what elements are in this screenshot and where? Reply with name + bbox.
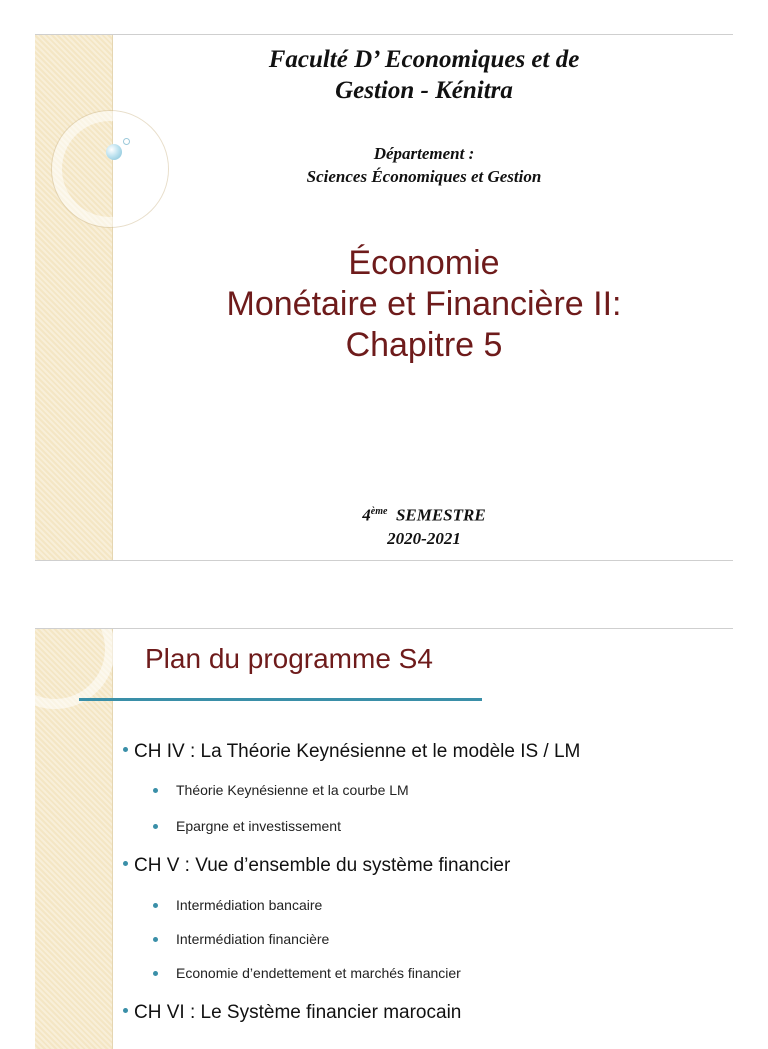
department-label: Département : [373, 144, 475, 163]
subtopic-label: Economie d’endettement et marchés financier [176, 965, 461, 981]
subtopic-label: Intermédiation financière [176, 931, 330, 947]
semester-block [115, 500, 733, 550]
bullet-icon [123, 1008, 128, 1013]
subtopic-item [153, 931, 329, 947]
chapter-item [123, 1002, 461, 1024]
subtopic-label: Théorie Keynésienne et la courbe LM [176, 782, 409, 798]
semester-word: SEMESTRE [395, 505, 486, 525]
department-name: Sciences Économiques et Gestion [306, 167, 542, 186]
title-underline [79, 698, 482, 701]
course-title-line-1: Économie [348, 244, 500, 282]
subtopic-item [153, 897, 322, 913]
faculty-line-1: Faculté D’ Economiques et de [268, 46, 580, 73]
chapter-item [123, 741, 580, 763]
semester-line [115, 500, 733, 527]
course-title [115, 243, 733, 366]
subtopic-label: Intermédiation bancaire [176, 897, 323, 913]
band-divider [112, 629, 113, 1049]
title-slide [35, 34, 733, 561]
course-title-line-2: Monétaire et Financière II: [226, 285, 622, 323]
course-title-line-3: Chapitre 5 [345, 326, 503, 364]
bullet-icon [153, 903, 158, 908]
subtopic-item [153, 818, 341, 834]
chapter-label: CH VI : Le Système financier marocain [134, 1002, 462, 1023]
bullet-icon [123, 861, 128, 866]
faculty-heading [115, 44, 733, 106]
bullet-icon [153, 971, 158, 976]
subtopic-item [153, 965, 461, 981]
slide-title: Plan du programme S4 [145, 643, 433, 674]
faculty-line-2: Gestion - Kénitra [335, 77, 513, 104]
semester-superscript: ème [370, 506, 388, 517]
subtopic-item [153, 782, 409, 798]
bullet-icon [153, 824, 158, 829]
bullet-icon [153, 788, 158, 793]
bullet-icon [123, 747, 128, 752]
semester-number: 4 [362, 505, 371, 525]
chapter-item [123, 855, 510, 877]
chapter-label: CH V : Vue d’ensemble du système financier [134, 855, 511, 876]
academic-year: 2020-2021 [387, 528, 461, 548]
program-slide [35, 628, 733, 1049]
department-block [115, 142, 733, 188]
subtopic-label: Epargne et investissement [176, 818, 341, 834]
bullet-icon [153, 937, 158, 942]
chapter-label: CH IV : La Théorie Keynésienne et le modèle IS / LM [134, 741, 581, 762]
